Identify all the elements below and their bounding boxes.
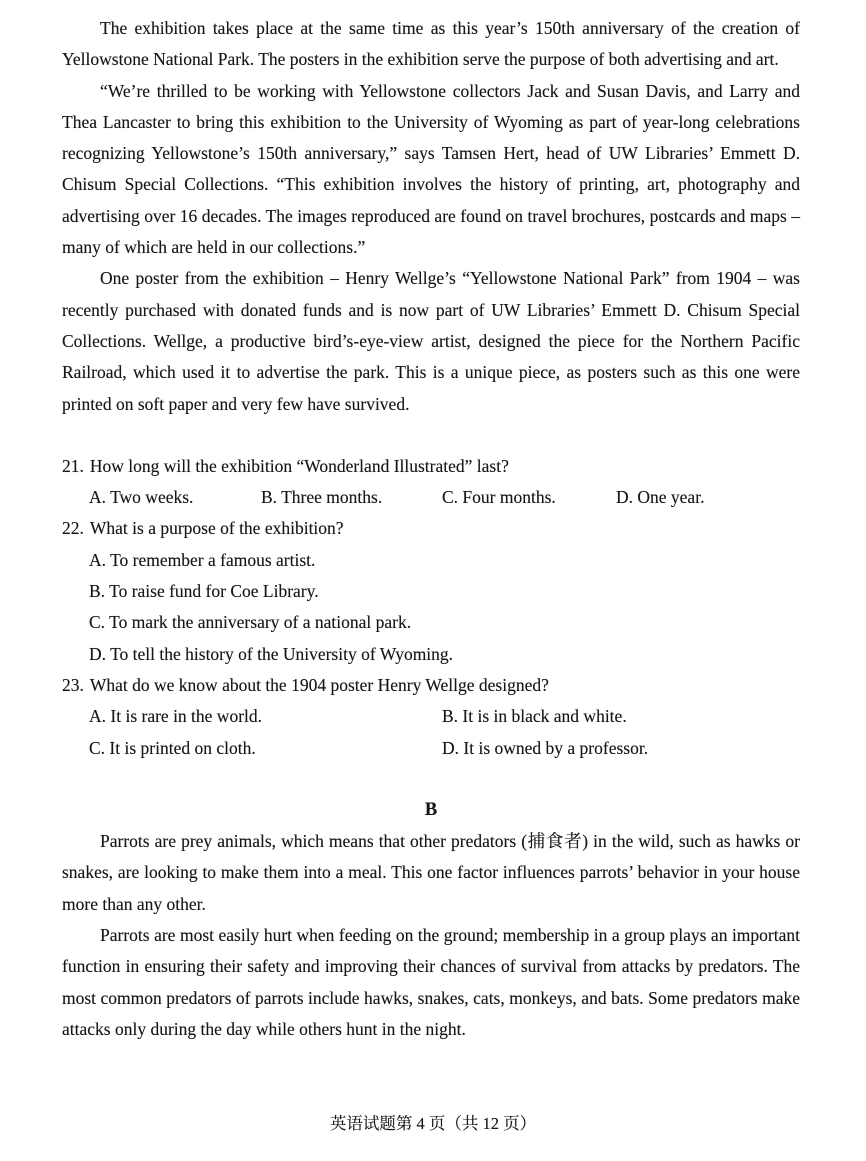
passage-b [62,826,800,1045]
question-text: How long will the exhibition “Wonderland Illustrated” last? [89,455,509,476]
option-21-b: B. Three months. [261,487,383,508]
question-block [62,451,800,764]
question-21-stem [62,451,800,482]
page-footer: 英语试题第 4 页（共 12 页） [329,1113,537,1133]
passage-a [62,13,800,420]
question-23-options [62,701,800,764]
question-22-options [62,545,800,670]
question-text: What do we know about the 1904 poster Henry Wellge designed? [89,674,549,695]
option-22-a: A. To remember a famous artist. [89,549,316,570]
question-22-stem [62,513,800,544]
option-22-c: C. To mark the anniversary of a national park. [89,612,412,633]
option-21-a: A. Two weeks. [89,487,194,508]
question-22 [62,513,800,669]
question-23-stem [62,670,800,701]
option-21-c: C. Four months. [442,487,556,508]
question-number: 21. [62,455,84,476]
option-22-b: B. To raise fund for Coe Library. [89,581,319,602]
question-text: What is a purpose of the exhibition? [89,518,344,539]
passage-b-paragraph-2: Parrots are most easily hurt when feeding on the ground; membership in a group plays an important function in ensuring their safety and improving their chances of survival from attacks by predators. The most common predators of parrots include hawks, snakes, cats, monkeys, and bats. Some predators make attacks only during the day while others hunt in the night. [62,925,800,1039]
question-21 [62,451,800,514]
question-23 [62,670,800,764]
passage-a-paragraph-3: One poster from the exhibition – Henry Wellge’s “Yellowstone National Park” from 1904 – was recently purchased with donated funds and is now part of UW Libraries’ Emmett D. Chisum Special Collections. Wellge, a productive bird’s-eye-view artist, designed the piece for the Northern Pacific Railroad, which used it to advertise the park. This is a unique piece, as posters such as this one were printed on soft paper and very few have survived. [62,268,800,414]
option-22-d: D. To tell the history of the University of Wyoming. [89,643,454,664]
option-23-a: A. It is rare in the world. [89,706,263,727]
question-number: 22. [62,518,84,539]
section-b-label: B [424,799,438,820]
option-23-c: C. It is printed on cloth. [89,737,256,758]
passage-a-paragraph-1: The exhibition takes place at the same time as this year’s 150th anniversary of the creation of Yellowstone National Park. The posters in the exhibition serve the purpose of both advertising and art. [62,18,800,70]
question-number: 23. [62,674,84,695]
option-23-b: B. It is in black and white. [442,706,627,727]
option-23-d: D. It is owned by a professor. [442,737,649,758]
question-21-options [62,482,800,513]
passage-a-paragraph-2: “We’re thrilled to be working with Yellowstone collectors Jack and Susan Davis, and Larry and Thea Lancaster to bring this exhibition to the University of Wyoming as part of year-long celebrations recognizing Yellowstone’s 150th anniversary,” says Tamsen Hert, head of UW Libraries’ Emmett D. Chisum Special Collections. “This exhibition involves the history of printing, art, photography and advertising over 16 decades. The images reproduced are found on travel brochures, postcards and maps – many of which are held in our collections.” [62,80,800,258]
passage-b-paragraph-1: Parrots are prey animals, which means that other predators (捕食者) in the wild, such as hawks or snakes, are looking to make them into a meal. This one factor influences parrots’ behavior in your house more than any other. [62,831,800,914]
option-21-d: D. One year. [616,487,705,508]
